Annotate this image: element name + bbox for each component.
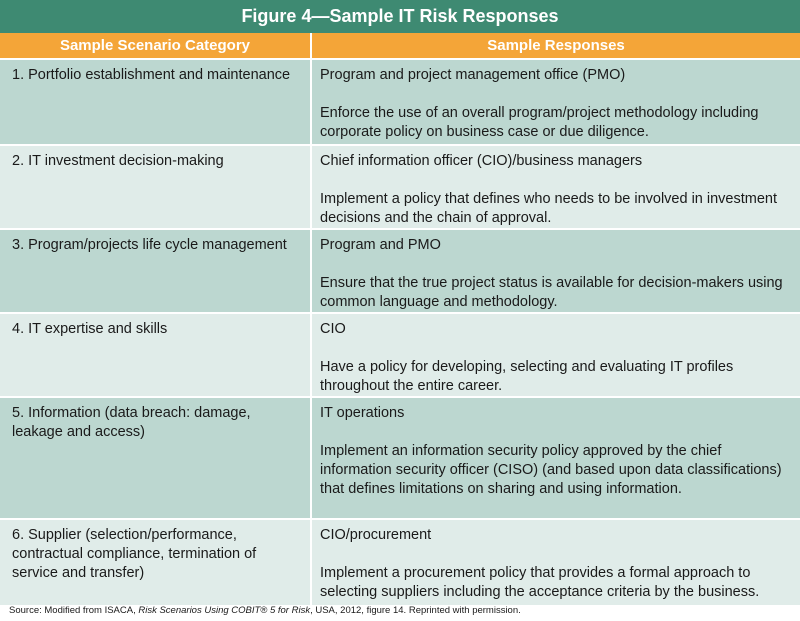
category-cell: 3. Program/projects life cycle management (0, 230, 312, 312)
source-title: Risk Scenarios Using COBIT® 5 for Risk (138, 605, 311, 616)
table-row (0, 58, 800, 144)
response-action: Implement a policy that defines who needs to be involved in investment decisions and the chain of approval. (320, 191, 778, 226)
figure-title: Figure 4—Sample IT Risk Responses (0, 0, 800, 33)
risk-responses-table (0, 33, 800, 605)
response-action: Implement an information security policy approved by the chief information security officer (CISO) (and based upon data classifications) that defines limitations on sharing and using information. (320, 443, 782, 497)
response-owner: CIO (320, 321, 346, 337)
response-cell (312, 520, 800, 605)
table-row (0, 396, 800, 518)
response-owner: IT operations (320, 405, 405, 421)
table-header-row (0, 33, 800, 58)
source-note (9, 604, 794, 617)
table-row (0, 228, 800, 312)
response-owner: CIO/procurement (320, 527, 432, 543)
category-cell: 5. Information (data breach: damage, leakage and access) (0, 398, 312, 518)
response-owner: Program and PMO (320, 237, 441, 253)
response-owner: Program and project management office (PMO) (320, 67, 626, 83)
response-cell (312, 314, 800, 396)
category-cell: 1. Portfolio establishment and maintenance (0, 60, 312, 144)
table-row (0, 144, 800, 228)
header-responses: Sample Responses (312, 33, 800, 58)
response-cell (312, 60, 800, 144)
response-action: Ensure that the true project status is available for decision-makers using common language and methodology. (320, 275, 783, 310)
response-cell (312, 146, 800, 228)
response-action: Have a policy for developing, selecting and evaluating IT profiles throughout the entire career. (320, 359, 734, 394)
source-suffix: , USA, 2012, figure 14. Reprinted with permission. (310, 605, 521, 616)
table-row (0, 518, 800, 605)
table-row (0, 312, 800, 396)
header-category: Sample Scenario Category (0, 33, 312, 58)
response-owner: Chief information officer (CIO)/business managers (320, 153, 643, 169)
category-cell: 4. IT expertise and skills (0, 314, 312, 396)
response-cell (312, 230, 800, 312)
response-action: Implement a procurement policy that provides a formal approach to selecting suppliers including the acceptance criteria by the business. (320, 565, 760, 600)
response-action: Enforce the use of an overall program/project methodology including corporate policy on business case or due diligence. (320, 105, 759, 140)
category-cell: 2. IT investment decision-making (0, 146, 312, 228)
source-prefix: Source: Modified from ISACA, (9, 605, 139, 616)
category-cell: 6. Supplier (selection/performance, contractual compliance, termination of service and transfer) (0, 520, 312, 605)
response-cell (312, 398, 800, 518)
